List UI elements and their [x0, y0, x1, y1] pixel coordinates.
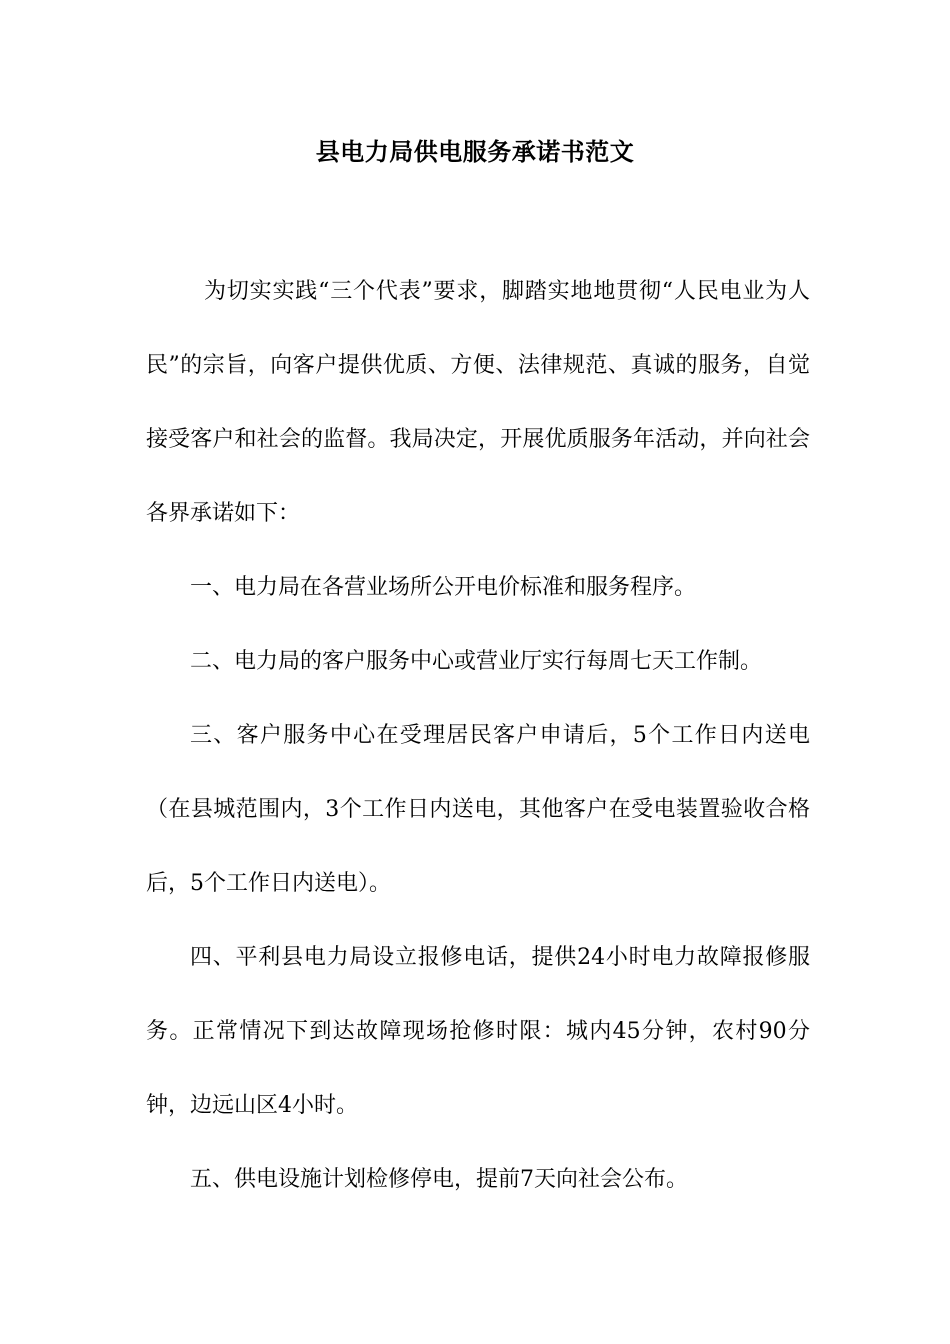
commitment-item-2: 二、电力局的客户服务中心或营业厅实行每周七天工作制。	[190, 649, 763, 674]
commitment-item-4: 四、平利县电力局设立报修电话，提供24小时电力故障报修服务。正常情况下到达故障现场抢修时限：城内45分钟，农村90分钟，边远山区4小时。	[146, 945, 810, 1118]
document-body	[146, 255, 810, 1217]
commitment-item-5: 五、供电设施计划检修停电，提前7天向社会公布。	[190, 1167, 688, 1192]
document-title: 县电力局供电服务承诺书范文	[315, 137, 635, 166]
intro-paragraph: 为切实实践“三个代表”要求，脚踏实地地贯彻“人民电业为人民”的宗旨，向客户提供优质、方便、法律规范、真诚的服务，自觉接受客户和社会的监督。我局决定，开展优质服务年活动，并向社会各界承诺如下：	[146, 279, 810, 526]
commitment-item-3: 三、客户服务中心在受理居民客户申请后，5个工作日内送电（在县城范围内，3个工作日内送电，其他客户在受电装置验收合格后，5个工作日内送电）。	[146, 723, 810, 896]
commitment-item-1: 一、电力局在各营业场所公开电价标准和服务程序。	[190, 575, 697, 600]
